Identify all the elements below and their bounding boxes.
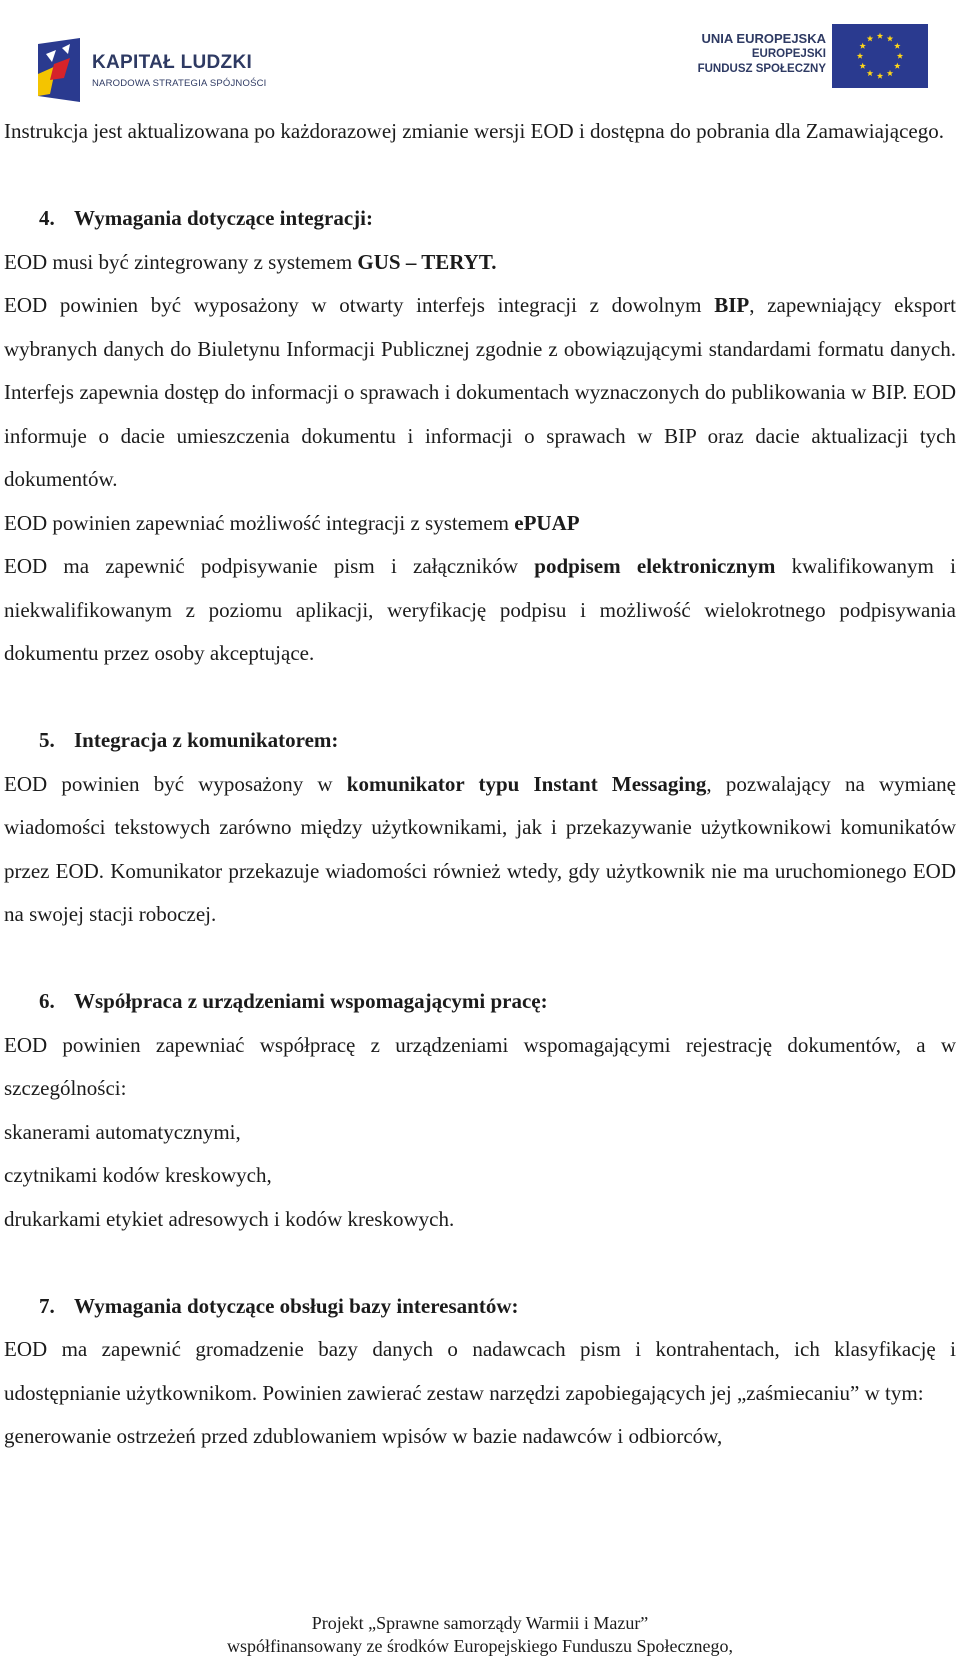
section-4-title: Wymagania dotyczące integracji: <box>74 206 373 230</box>
section-4-heading <box>4 197 956 241</box>
s4-p4-text: EOD ma zapewnić podpisywanie pism i załączników <box>4 554 535 578</box>
section-5-number: 5. <box>39 728 55 752</box>
eu-line1: UNIA EUROPEJSKA <box>701 31 826 46</box>
s7-paragraph-2: generowanie ostrzeżeń przed zdublowaniem wpisów w bazie nadawców i odbiorców, <box>4 1424 723 1448</box>
s4-p4-rest: kwalifikowanym i niekwalifikowanym z poziomu aplikacji, weryfikację podpisu i możliwość wielokrotnego podpisywania dokumentu przez osoby akceptujące. <box>4 554 956 665</box>
s7-paragraph-1: EOD ma zapewnić gromadzenie bazy danych o nadawcach pism i kontrahentach, ich klasyfikację i udostępnianie użytkownikom. Powinien zawierać zestaw narzędzi zapobiegających jej „zaśmiecaniu” w tym: <box>4 1337 956 1405</box>
section-6-heading <box>4 980 956 1024</box>
s4-p2-text: EOD powinien być wyposażony w otwarty interfejs integracji z dowolnym <box>4 293 715 317</box>
footer-line-2: współfinansowany ze środków Europejskiego Funduszu Społecznego, <box>227 1636 733 1656</box>
s4-p1-text: EOD musi być zintegrowany z systemem <box>4 249 358 274</box>
s6-list-item: czytnikami kodów kreskowych, <box>4 1163 272 1187</box>
page-header <box>0 0 960 110</box>
s6-list-item: skanerami automatycznymi, <box>4 1119 241 1144</box>
s6-list-item: drukarkami etykiet adresowych i kodów kreskowych. <box>4 1206 455 1231</box>
footer-line-1: Projekt „Sprawne samorządy Warmii i Mazur” <box>311 1613 649 1633</box>
s4-p3-bold: ePUAP <box>514 510 580 535</box>
section-7-number: 7. <box>39 1293 55 1318</box>
spacer <box>4 676 956 720</box>
eu-line3: FUNDUSZ SPOŁECZNY <box>697 63 826 75</box>
section-5-heading <box>4 719 956 763</box>
kapital-ludzki-emblem-icon <box>36 36 82 106</box>
eu-logo-text <box>698 30 826 77</box>
section-7-title: Wymagania dotyczące obsługi bazy interesantów: <box>74 1293 519 1318</box>
s4-p4-bold: podpisem elektronicznym <box>534 554 776 578</box>
s4-paragraph-1 <box>4 241 956 285</box>
kapital-ludzki-logo <box>36 30 266 110</box>
eu-flag-icon <box>832 24 928 88</box>
s4-p2-rest: , zapewniający eksport wybranych danych do Biuletynu Informacji Publicznej zgodnie z obowiązującymi standardami formatu danych. Interfejs zapewnia dostęp do informacji o sprawach i dokumentach wyznaczonych do publikowania w BIP. EOD informuje o dacie umieszczenia dokumentu i informacji o sprawach w BIP oraz dacie aktualizacji tych dokumentów. <box>4 293 956 491</box>
document-body <box>4 110 956 1459</box>
section-6-title: Współpraca z urządzeniami wspomagającymi pracę: <box>74 989 548 1013</box>
section-7-heading <box>4 1285 956 1329</box>
eu-logo <box>660 24 930 90</box>
section-6-number: 6. <box>39 989 55 1013</box>
s6-paragraph-1: EOD powinien zapewniać współpracę z urządzeniami wspomagającymi rejestrację dokumentów, a w szczególności: <box>4 1032 956 1100</box>
s4-paragraph-2 <box>4 284 956 502</box>
kapital-ludzki-title: KAPITAŁ LUDZKI <box>92 52 253 73</box>
page-footer <box>0 1612 960 1658</box>
eu-line2: EUROPEJSKI <box>751 48 826 60</box>
s5-p1-rest: , pozwalający na wymianę wiadomości tekstowych zarówno między użytkownikami, jak i przekazywanie użytkownikowi komunikatów przez EOD. Komunikator przekazuje wiadomości również wtedy, gdy użytkownik nie ma uruchomionego EOD na swojej stacji roboczej. <box>4 771 956 926</box>
section-5-title: Integracja z komunikatorem: <box>74 728 339 752</box>
spacer <box>4 937 956 981</box>
s4-p2-bold: BIP <box>714 293 750 317</box>
s4-p1-end: . <box>491 249 497 274</box>
section-4-number: 4. <box>39 206 55 230</box>
spacer <box>4 154 956 198</box>
s4-paragraph-4 <box>4 545 956 676</box>
kapital-ludzki-subtitle: NARODOWA STRATEGIA SPÓJNOŚCI <box>92 78 267 89</box>
spacer <box>4 1241 956 1285</box>
intro-paragraph: Instrukcja jest aktualizowana po każdorazowej zmianie wersji EOD i dostępna do pobrania dla Zamawiającego. <box>4 119 944 143</box>
s5-p1-bold: komunikator typu Instant Messaging <box>346 771 707 796</box>
s4-paragraph-3 <box>4 502 956 546</box>
s5-paragraph-1 <box>4 763 956 937</box>
s4-p3-text: EOD powinien zapewniać możliwość integracji z systemem <box>4 510 515 535</box>
s5-p1-text: EOD powinien być wyposażony w <box>4 771 347 796</box>
s4-p1-bold: GUS – TERYT <box>357 249 492 274</box>
